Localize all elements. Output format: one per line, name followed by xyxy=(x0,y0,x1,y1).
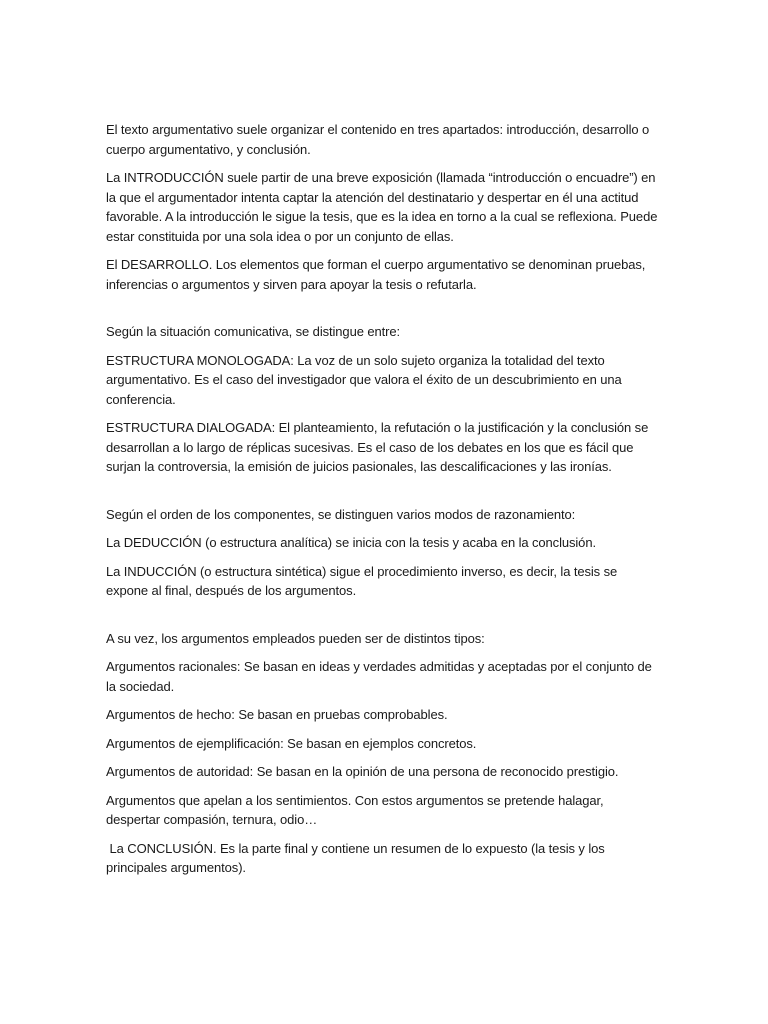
paragraph-autoridad: Argumentos de autoridad: Se basan en la opinión de una persona de reconocido prestigio. xyxy=(106,764,619,779)
spacer xyxy=(106,486,658,505)
paragraph-monologada: ESTRUCTURA MONOLOGADA: La voz de un solo sujeto organiza la totalidad del texto argumentativo. Es el caso del investigador que valora el éxito de un descubrimiento en una conferencia. xyxy=(106,352,622,407)
paragraph-ejemplificacion: Argumentos de ejemplificación: Se basan en ejemplos concretos. xyxy=(106,735,477,751)
paragraph-situacion: Según la situación comunicativa, se distingue entre: xyxy=(106,324,400,339)
paragraph-desarrollo: El DESARROLLO. Los elementos que forman el cuerpo argumentativo se denominan pruebas, inferencias o argumentos y sirven para apoyar la tesis o refutarla. xyxy=(106,257,646,292)
paragraph-dialogada: ESTRUCTURA DIALOGADA: El planteamiento, la refutación o la justificación y la conclusión se desarrollan a lo largo de réplicas sucesivas. Es el caso de los debates en los que es fácil que surjan la controversia, la emisión de juicios pasionales, las descalificaciones y las ironías. xyxy=(106,420,649,474)
paragraph-racionales: Argumentos racionales: Se basan en ideas y verdades admitidas y aceptadas por el conjunto de la sociedad. xyxy=(106,659,652,694)
paragraph-induccion: La INDUCCIÓN (o estructura sintética) sigue el procedimiento inverso, es decir, la tesis se expone al final, después de los argumentos. xyxy=(106,563,618,598)
spacer xyxy=(106,303,658,322)
paragraph-conclusion: La CONCLUSIÓN. Es la parte final y contiene un resumen de lo expuesto (la tesis y los principales argumentos). xyxy=(106,840,609,875)
document-page xyxy=(106,120,658,887)
paragraph-orden: Según el orden de los componentes, se distinguen varios modos de razonamiento: xyxy=(106,506,576,522)
paragraph-deduccion: La DEDUCCIÓN (o estructura analítica) se inicia con la tesis y acaba en la conclusión. xyxy=(106,535,596,550)
paragraph-hecho: Argumentos de hecho: Se basan en pruebas comprobables. xyxy=(106,707,448,722)
paragraph-intro: El texto argumentativo suele organizar el contenido en tres apartados: introducción, desarrollo o cuerpo argumentativo, y conclusión. xyxy=(106,122,650,157)
paragraph-tipos: A su vez, los argumentos empleados pueden ser de distintos tipos: xyxy=(106,630,485,646)
paragraph-introduccion: La INTRODUCCIÓN suele partir de una breve exposición (llamada “introducción o encuadre”) en la que el argumentador intenta captar la atención del destinatario y despertar en él una actitud favorable. A la introducción le sigue la tesis, que es la idea en torno a la cual se reflexiona. Puede estar constituida por una sola idea o por un conjunto de ellas. xyxy=(106,170,658,244)
paragraph-sentimientos: Argumentos que apelan a los sentimientos. Con estos argumentos se pretende halagar, despertar compasión, ternura, odio… xyxy=(106,792,604,827)
spacer xyxy=(106,610,658,629)
